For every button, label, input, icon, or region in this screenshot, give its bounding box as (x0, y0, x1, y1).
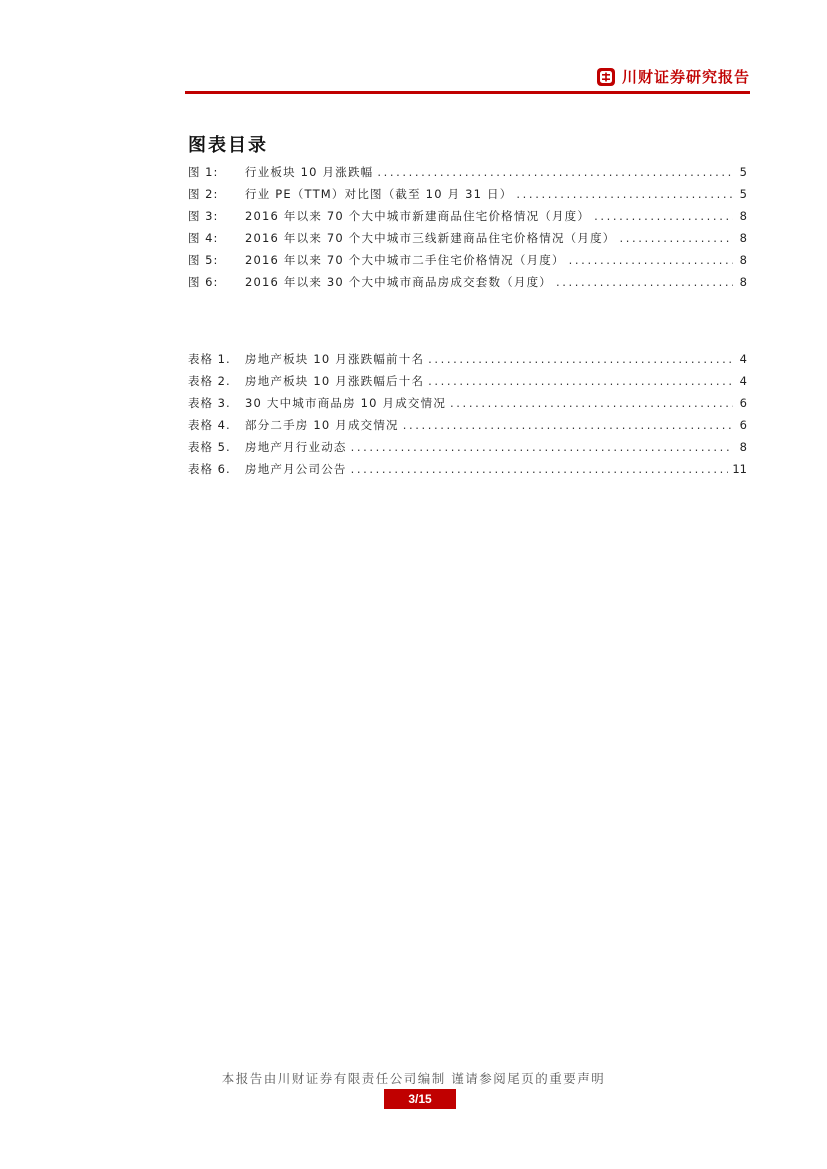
figure-title: 2016 年以来 70 个大中城市二手住宅价格情况（月度） (245, 253, 565, 267)
dot-leader (619, 231, 733, 245)
dot-leader (351, 462, 729, 476)
table-title: 房地产板块 10 月涨跌幅前十名 (245, 352, 425, 366)
page-number: 6 (739, 396, 747, 410)
page-number: 8 (739, 209, 747, 223)
page-number: 4 (739, 352, 747, 366)
dot-leader (428, 374, 733, 388)
figure-title: 行业 PE（TTM）对比图（截至 10 月 31 日） (245, 187, 513, 201)
figure-label: 图 5: (188, 253, 219, 267)
table-title: 30 大中城市商品房 10 月成交情况 (245, 396, 447, 410)
brand (596, 66, 750, 87)
table-list (188, 351, 747, 483)
figure-entry[interactable] (188, 252, 747, 274)
dot-leader (516, 187, 733, 201)
figure-label: 图 6: (188, 275, 219, 289)
page-number: 5 (739, 165, 747, 179)
table-title: 房地产月公司公告 (245, 462, 347, 476)
dot-leader (403, 418, 733, 432)
page-number: 8 (739, 440, 747, 454)
table-label: 表格 5. (188, 440, 231, 454)
dot-leader (428, 352, 733, 366)
dot-leader (594, 209, 733, 223)
figure-label: 图 1: (188, 165, 219, 179)
table-title: 部分二手房 10 月成交情况 (245, 418, 399, 432)
table-entry[interactable] (188, 351, 747, 373)
chuancai-logo-icon (596, 67, 616, 87)
table-entry[interactable] (188, 461, 747, 483)
figure-entry[interactable] (188, 230, 747, 252)
dot-leader (556, 275, 733, 289)
dot-leader (351, 440, 733, 454)
page-number: 8 (739, 275, 747, 289)
page-number-badge: 3/15 (384, 1089, 456, 1109)
page-number: 6 (739, 418, 747, 432)
dot-leader (569, 253, 733, 267)
page-number: 8 (739, 253, 747, 267)
figure-list (188, 164, 747, 296)
dot-leader (450, 396, 733, 410)
figure-label: 图 2: (188, 187, 219, 201)
figure-title: 2016 年以来 70 个大中城市三线新建商品住宅价格情况（月度） (245, 231, 616, 245)
table-label: 表格 2. (188, 374, 231, 388)
table-label: 表格 3. (188, 396, 231, 410)
table-entry[interactable] (188, 395, 747, 417)
page-number: 5 (739, 187, 747, 201)
page-header (185, 64, 750, 94)
figure-label: 图 4: (188, 231, 219, 245)
table-label: 表格 1. (188, 352, 231, 366)
table-entry[interactable] (188, 439, 747, 461)
page-number: 8 (739, 231, 747, 245)
header-divider (185, 91, 750, 94)
page-number: 11 (732, 462, 747, 476)
table-title: 房地产月行业动态 (245, 440, 347, 454)
figure-entry[interactable] (188, 186, 747, 208)
table-entry[interactable] (188, 373, 747, 395)
figure-entry[interactable] (188, 208, 747, 230)
figure-title: 行业板块 10 月涨跌幅 (245, 165, 374, 179)
table-label: 表格 4. (188, 418, 231, 432)
brand-name: 川财证券研究报告 (621, 68, 750, 86)
disclaimer-note: 本报告由川财证券有限责任公司编制 谨请参阅尾页的重要声明 (221, 1071, 606, 1086)
figure-label: 图 3: (188, 209, 219, 223)
toc-title: 图表目录 (188, 135, 268, 156)
dot-leader (377, 165, 733, 179)
figure-title: 2016 年以来 30 个大中城市商品房成交套数（月度） (245, 275, 552, 289)
page-number: 4 (739, 374, 747, 388)
figure-title: 2016 年以来 70 个大中城市新建商品住宅价格情况（月度） (245, 209, 591, 223)
figure-entry[interactable] (188, 274, 747, 296)
table-entry[interactable] (188, 417, 747, 439)
table-title: 房地产板块 10 月涨跌幅后十名 (245, 374, 425, 388)
table-label: 表格 6. (188, 462, 231, 476)
figure-entry[interactable] (188, 164, 747, 186)
